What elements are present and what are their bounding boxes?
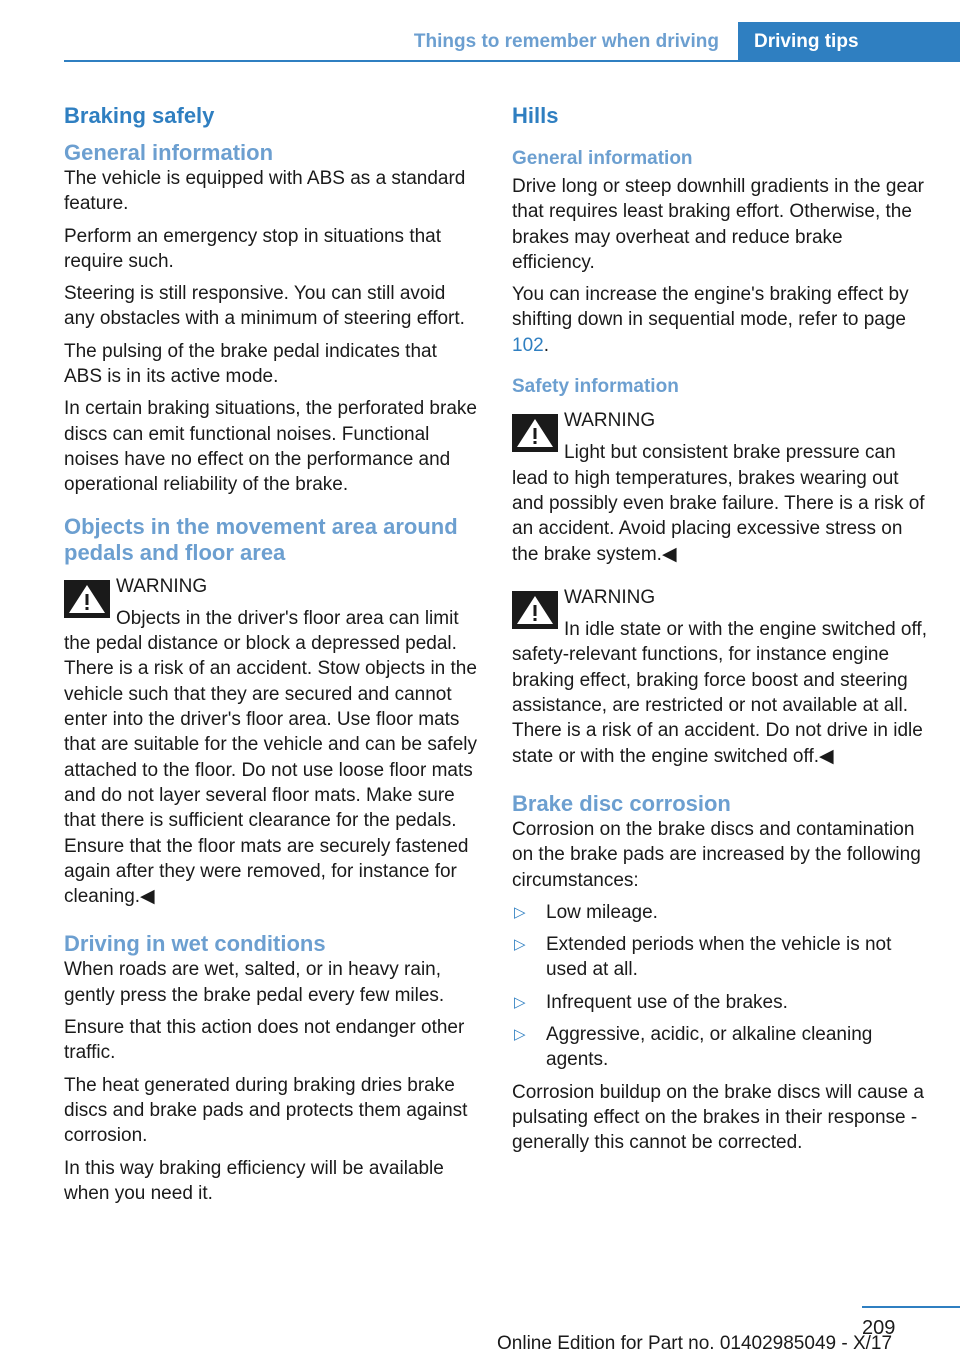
warning-title: WARNING: [564, 586, 656, 608]
left-column: [64, 102, 478, 1213]
paragraph: Steering is still responsive. You can still avoid any obstacles with a minimum of steering effort.: [64, 283, 465, 330]
warning-text: Light but consistent brake pressure can lead to high temperatures, brakes wearing out and possibly even brake failure. There is a risk of an accident. Avoid placing excessive stress on the brake system.◀: [512, 442, 925, 565]
warning-triangle-icon: [64, 580, 110, 618]
paragraph: [512, 282, 930, 358]
edition-footer: Online Edition for Part no. 01402985049 - X/17: [497, 1333, 893, 1354]
circumstances-list: [512, 900, 930, 1073]
warning-text: Objects in the driver's floor area can limit the pedal distance or block a depressed pedal. There is a risk of an accident. Stow objects in the vehicle such that they are secured and cannot enter into the driver's floor area. Use floor mats that are suitable for the vehicle and can be safely attached to the floor. Do not use loose floor mats and do not layer several floor mats. Make sure that there is sufficient clearance for the pedals. Ensure that the floor mats are securely fastened again after they were removed, for instance for cleaning.◀: [64, 607, 477, 908]
paragraph: Corrosion on the brake discs and contamination on the brake pads are increased by the following circumstances:: [512, 818, 921, 891]
heading-general-information: General information: [64, 140, 274, 165]
list-item: ▷ Low mileage.: [512, 900, 930, 925]
warning-title: WARNING: [116, 575, 208, 597]
bullet-arrow-icon: ▷: [514, 903, 526, 921]
paragraph: In this way braking efficiency will be available when you need it.: [64, 1157, 444, 1204]
warning-title: WARNING: [564, 410, 656, 432]
list-item: ▷ Extended periods when the vehicle is not used at all.: [514, 934, 892, 981]
list-item: ▷ Aggressive, acidic, or alkaline cleaning agents.: [514, 1024, 873, 1071]
paragraph: The vehicle is equipped with ABS as a standard feature.: [64, 168, 466, 215]
paragraph: Ensure that this action does not endanger other traffic.: [64, 1017, 465, 1064]
paragraph: Drive long or steep downhill gradients in the gear that requires least braking effort. Otherwise, the brakes may overheat and reduce brake efficiency.: [512, 176, 924, 273]
warning-text: In idle state or with the engine switched off, safety-relevant functions, for instance engine braking effect, braking force boost and steering assistance, are restricted or not available at all. There is a risk of an accident. Do not drive in idle state or with the engine switched off.◀: [512, 619, 927, 767]
warning-block: [512, 408, 930, 567]
paragraph: Perform an emergency stop in situations that require such.: [64, 225, 442, 272]
heading-general-information: General information: [512, 148, 693, 169]
heading-driving-wet-conditions: Driving in wet conditions: [64, 931, 326, 957]
header-rule: [64, 60, 960, 62]
heading-braking-safely: Braking safely: [64, 103, 215, 128]
bullet-arrow-icon: ▷: [514, 1026, 526, 1044]
paragraph: In certain braking situations, the perforated brake discs can emit functional noises. Functional noises have no effect on the performance and operational reliability of the brake.: [64, 398, 477, 496]
page-reference-link[interactable]: 102: [512, 334, 544, 356]
heading-hills: Hills: [512, 103, 559, 128]
footer-rule: [862, 1306, 960, 1308]
page-number: 209: [862, 1317, 896, 1339]
list-item: ▷ Infrequent use of the brakes.: [512, 990, 930, 1015]
heading-brake-disc-corrosion: Brake disc corrosion: [512, 790, 731, 816]
warning-block: [64, 574, 478, 910]
running-header-section: Things to remember when driving: [413, 31, 719, 52]
heading-safety-information: Safety information: [512, 376, 679, 398]
right-column: [512, 102, 930, 1163]
paragraph: When roads are wet, salted, or in heavy rain, gently press the brake pedal every few miles.: [64, 959, 445, 1006]
warning-block: [512, 585, 930, 769]
bullet-arrow-icon: ▷: [514, 936, 526, 954]
paragraph: Corrosion buildup on the brake discs will cause a pulsating effect on the brakes in their response - generally this cannot be corrected.: [512, 1081, 924, 1154]
paragraph: The pulsing of the brake pedal indicates that ABS is in its active mode.: [64, 340, 437, 388]
warning-triangle-icon: [512, 414, 558, 452]
paragraph-text: You can increase the engine's braking effect by shifting down in sequential mode, refer to page: [512, 284, 909, 331]
warning-triangle-icon: [512, 591, 558, 629]
paragraph: The heat generated during braking dries brake discs and brake pads and protects them against corrosion.: [64, 1074, 468, 1147]
paragraph-text: .: [543, 334, 549, 356]
running-header-tab: Driving tips: [738, 22, 960, 62]
bullet-arrow-icon: ▷: [514, 993, 526, 1011]
heading-objects-movement-area: Objects in the movement area around pedals and floor area: [64, 513, 458, 565]
